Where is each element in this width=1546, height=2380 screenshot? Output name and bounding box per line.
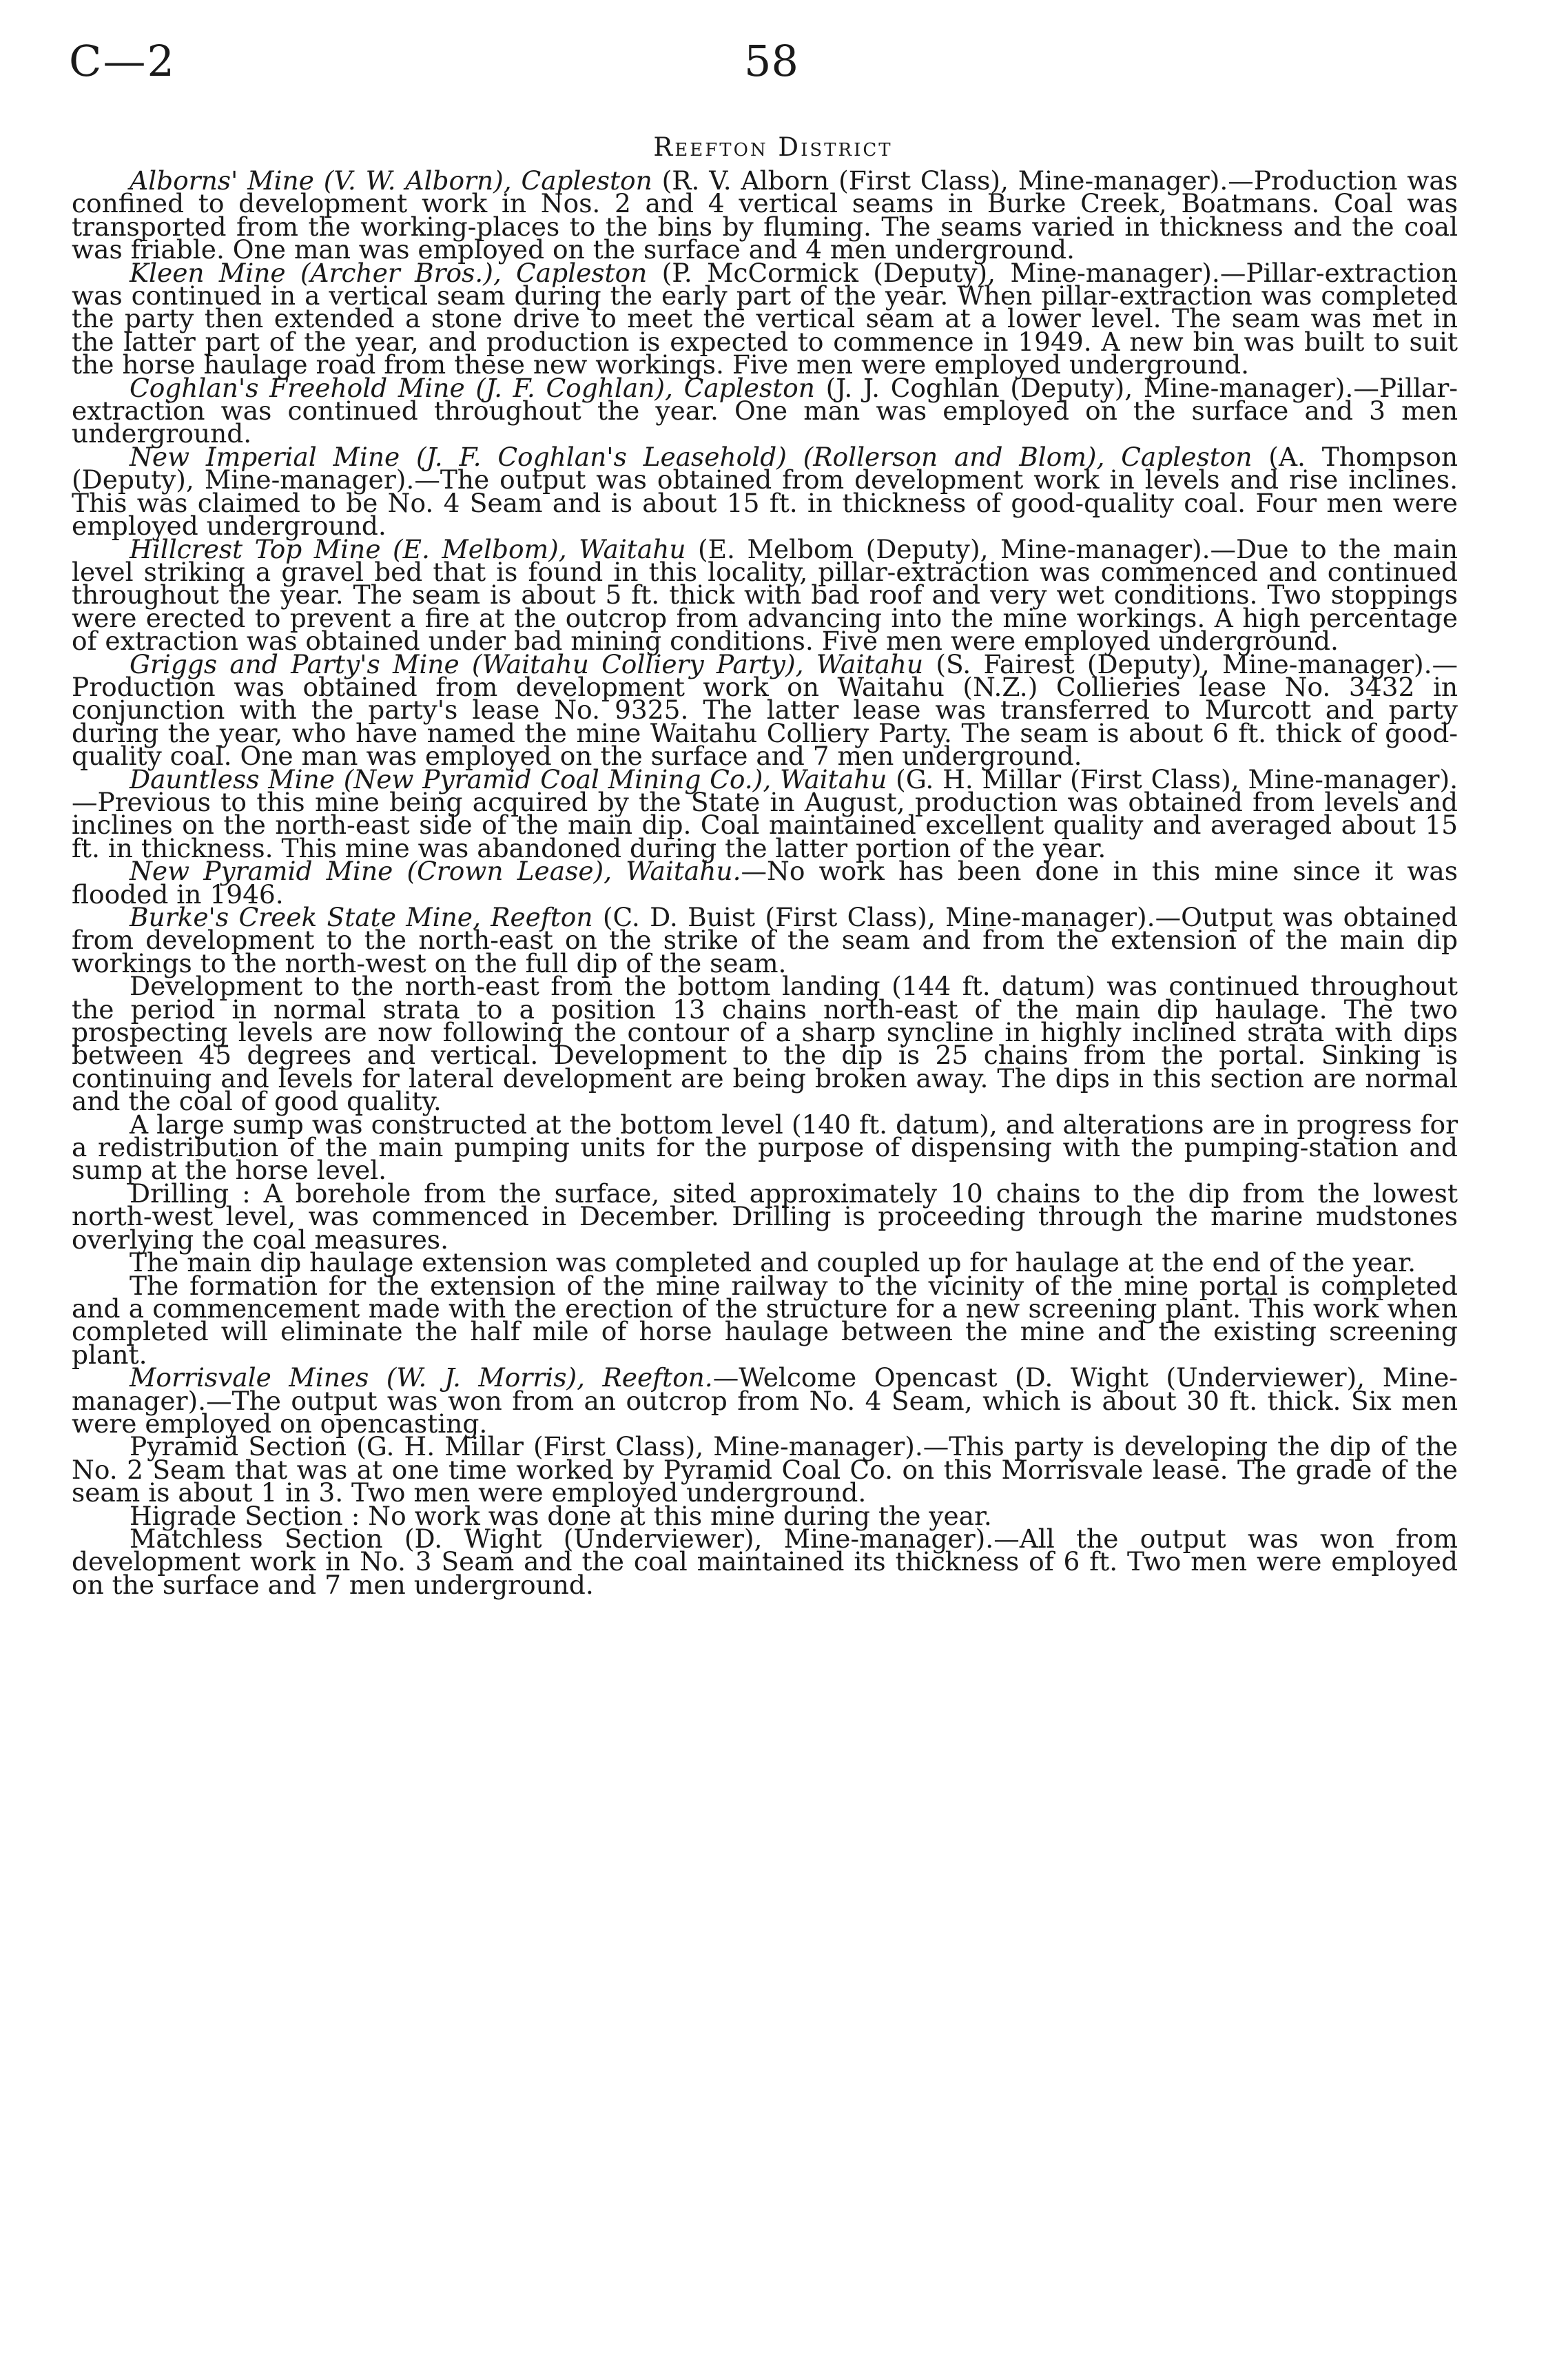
paragraph-lead: New Pyramid Mine (Crown Lease), Waitahu. <box>130 856 741 887</box>
paragraph-lead: Coghlan's Freehold Mine (J. F. Coghlan), Capleston <box>130 372 815 403</box>
paragraph <box>72 165 1458 265</box>
paragraph-text: Development to the north-east from the bottom landing (144 ft. datum) was continued throughout the period in normal strata to a position 13 chains north-east of the main dip haulage. The two prospecting levels are now following the contour of a sharp syncline in highly inclined strata with dips between 45 degrees and vertical. Development to the dip is 25 chains from the portal. Sinking is continuing and levels for lateral development are being broken away. The dips in this section are normal and the coal of good quality. <box>72 971 1458 1117</box>
paragraph-text: The main dip haulage extension was completed and coupled up for haulage at the end of the year. <box>130 1247 1416 1278</box>
paragraph-text: —Welcome Opencast (D. Wight (Underviewer), Mine-manager).—The output was won from an outcrop from No. 4 Seam, which is about 30 ft. thick. Six men were employed on opencasting. <box>72 1362 1458 1439</box>
page-header <box>0 36 1546 98</box>
paragraph-text: (P. McCormick (Deputy), Mine-manager).—Pillar-extraction was continued in a vertical seam during the early part of the year. When pillar-extraction was completed the party then extended a stone drive to meet the vertical seam at a lower level. The seam was met in the latter part of the year, and production is expected to commence in 1949. A new bin was built to suit the horse haulage road from these new workings. Five men were employed underground. <box>72 257 1458 380</box>
paragraph-text: Higrade Section : No work was done at this mine during the year. <box>130 1500 992 1531</box>
paragraph-lead: New Imperial Mine (J. F. Coghlan's Leasehold) (Rollerson and Blom), Capleston <box>130 441 1253 472</box>
paragraph-text: The formation for the extension of the mine railway to the vicinity of the mine portal is completed and a commencement made with the erection of the structure for a new screening plant. This work when completed will eliminate the half mile of horse haulage between the mine and the existing screening plant. <box>72 1270 1458 1370</box>
paragraph <box>72 1523 1458 1600</box>
paragraph <box>72 1362 1458 1439</box>
paragraph <box>72 1270 1458 1370</box>
paragraph-text: (R. V. Alborn (First Class), Mine-manager).—Production was confined to development work in Nos. 2 and 4 vertical seams in Burke Creek, Boatmans. Coal was transported from the working-places to the bins by fluming. The seams varied in thickness and the coal was friable. One man was employed on the surface and 4 men underground. <box>72 165 1458 265</box>
paragraph-text: (A. Thompson (Deputy), Mine-manager).—The output was obtained from development work in levels and rise inclines. This was claimed to be No. 4 Seam and is about 15 ft. in thickness of good-quality coal. Four men were employed underground. <box>72 441 1458 542</box>
paragraph-text: (C. D. Buist (First Class), Mine-manager).—Output was obtained from development to the north-east on the strike of the seam and from the extension of the main dip workings to the north-west on the full dip of the seam. <box>72 902 1458 978</box>
paragraph <box>72 902 1458 978</box>
paragraph <box>72 257 1458 380</box>
paragraph <box>72 1178 1458 1255</box>
paragraph-text: (S. Fairest (Deputy), Mine-manager).—Production was obtained from development work on Waitahu (N.Z.) Collieries lease No. 3432 in conjunction with the party's lease No. 9325. The latter lease was transferred to Murcott and party during the year, who have named the mine Waitahu Colliery Party. The seam is about 6 ft. thick of good-quality coal. One man was employed on the surface and 7 men underground. <box>72 648 1458 772</box>
paragraph-lead: Hillcrest Top Mine (E. Melbom), Waitahu <box>130 533 686 564</box>
paragraph-text: (G. H. Millar (First Class), Mine-manager).—Previous to this mine being acquired by the State in August, production was obtained from levels and inclines on the north-east side of the main dip. Coal maintained excellent quality and averaged about 15 ft. in thickness. This mine was abandoned during the latter portion of the year. <box>72 763 1458 863</box>
paragraph-lead: Kleen Mine (Archer Bros.), Capleston <box>130 257 648 288</box>
paragraph <box>72 1109 1458 1186</box>
section-title: Reefton District <box>653 132 893 162</box>
paragraph <box>72 372 1459 449</box>
page-number: 58 <box>744 36 798 86</box>
paragraph <box>72 971 1458 1117</box>
paragraph-text: (E. Melbom (Deputy), Mine-manager).—Due to the main level striking a gravel bed that is found in this locality, pillar-extraction was commenced and continued throughout the year. The seam is about 5 ft. thick with bad roof and very wet conditions. Two stoppings were erected to prevent a fire at the outcrop from advancing into the mine workings. A high percentage of extraction was obtained under bad mining conditions. Five men were employed underground. <box>72 533 1458 657</box>
paragraph <box>72 1431 1458 1508</box>
paragraph <box>72 648 1458 772</box>
paragraph-text: —No work has been done in this mine since it was flooded in 1946. <box>72 856 1459 910</box>
paragraph <box>72 763 1458 863</box>
section-code: C—2 <box>69 36 176 86</box>
paragraph-lead: Burke's Creek State Mine, Reefton <box>130 902 593 932</box>
paragraph <box>72 856 1459 910</box>
paragraph-lead: Morrisvale Mines (W. J. Morris), Reefton. <box>130 1362 713 1393</box>
paragraph-lead: Dauntless Mine (New Pyramid Coal Mining Co.), Waitahu <box>130 763 887 794</box>
paragraph-text: Matchless Section (D. Wight (Underviewer), Mine-manager).—All the output was won from development work in No. 3 Seam and the coal maintained its thickness of 6 ft. Two men were employed on the surface and 7 men underground. <box>72 1523 1458 1600</box>
paragraph-lead: Alborns' Mine (V. W. Alborn), Capleston <box>130 165 652 196</box>
document-body <box>72 165 1459 1600</box>
paragraph-lead: Griggs and Party's Mine (Waitahu Colliery Party), Waitahu <box>130 648 924 679</box>
paragraph <box>72 533 1458 657</box>
paragraph-text: Drilling : A borehole from the surface, sited approximately 10 chains to the dip from the lowest north-west level, was commenced in December. Drilling is proceeding through the marine mudstones overlying the coal measures. <box>72 1178 1458 1255</box>
paragraph-text: A large sump was constructed at the bottom level (140 ft. datum), and alterations are in progress for a redistribution of the main pumping units for the purpose of dispensing with the pumping-station and sump at the horse level. <box>72 1109 1458 1186</box>
paragraph-text: Pyramid Section (G. H. Millar (First Class), Mine-manager).—This party is developing the dip of the No. 2 Seam that was at one time worked by Pyramid Coal Co. on this Morrisvale lease. The grade of the seam is about 1 in 3. Two men were employed underground. <box>72 1431 1458 1508</box>
paragraph <box>72 441 1458 542</box>
paragraph-text: (J. J. Coghlan (Deputy), Mine-manager).—Pillar-extraction was continued throughout the year. One man was employed on the surface and 3 men underground. <box>72 372 1459 449</box>
